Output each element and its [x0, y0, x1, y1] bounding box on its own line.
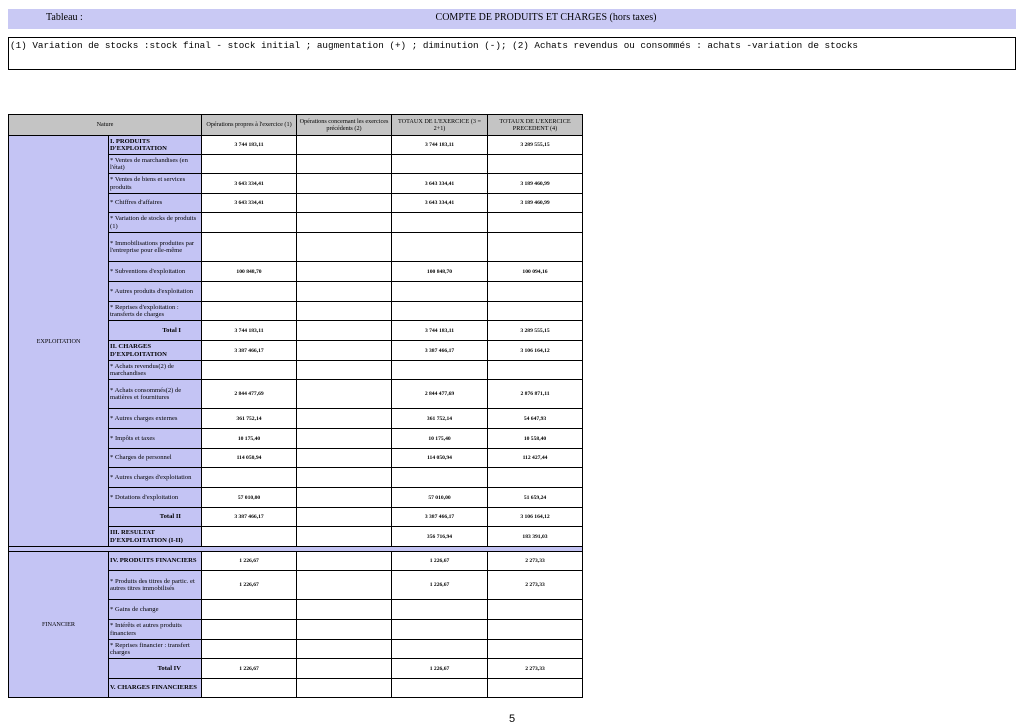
- cell-previous: [297, 380, 392, 409]
- cell-total: 57 010,00: [392, 488, 488, 508]
- cell-total: 2 844 477,69: [392, 380, 488, 409]
- cell-own: 3 643 334,41: [202, 174, 297, 194]
- cell-total: 10 175,40: [392, 429, 488, 449]
- cell-previous-total: 100 094,16: [488, 262, 583, 282]
- cell-previous: [297, 213, 392, 233]
- cell-own: 3 744 183,11: [202, 136, 297, 155]
- cell-own: [202, 302, 297, 321]
- section-financier: FINANCIER: [9, 552, 109, 698]
- cell-total: 356 716,94: [392, 527, 488, 547]
- cell-total: [392, 282, 488, 302]
- cell-total: [392, 213, 488, 233]
- row-label: Total IV: [109, 659, 202, 679]
- cell-previous-total: 2 273,33: [488, 552, 583, 571]
- cell-previous-total: 3 289 555,15: [488, 321, 583, 341]
- cell-total: [392, 155, 488, 174]
- row-label: Total I: [109, 321, 202, 341]
- cell-own: 1 226,67: [202, 552, 297, 571]
- cell-own: [202, 620, 297, 640]
- cell-previous: [297, 429, 392, 449]
- cell-total: [392, 640, 488, 659]
- cell-total: 3 387 466,17: [392, 341, 488, 361]
- cell-total: [392, 679, 488, 698]
- row-label: * Achats consommés(2) de matières et fournitures: [109, 380, 202, 409]
- cell-total: 1 226,67: [392, 552, 488, 571]
- cell-total: [392, 468, 488, 488]
- cell-total: 3 744 183,11: [392, 136, 488, 155]
- cell-total: 361 752,14: [392, 409, 488, 429]
- cell-previous: [297, 488, 392, 508]
- cell-own: [202, 640, 297, 659]
- header-band: [8, 9, 1016, 29]
- header-previous-year-totals: TOTAUX DE L'EXERCICE PRECEDENT (4): [488, 115, 583, 136]
- cell-own: 3 744 183,11: [202, 321, 297, 341]
- cell-total: 3 643 334,41: [392, 174, 488, 194]
- cell-previous: [297, 282, 392, 302]
- row-label: I. PRODUITS D'EXPLOITATION: [109, 136, 202, 155]
- cell-previous: [297, 449, 392, 468]
- cell-previous-total: 3 106 164,12: [488, 341, 583, 361]
- cell-previous: [297, 321, 392, 341]
- cell-own: 114 050,94: [202, 449, 297, 468]
- cell-total: 114 050,94: [392, 449, 488, 468]
- income-statement-table: [8, 114, 583, 698]
- cell-previous: [297, 302, 392, 321]
- cell-own: 1 226,67: [202, 571, 297, 600]
- cell-previous-total: 2 273,33: [488, 659, 583, 679]
- cell-own: [202, 527, 297, 547]
- cell-total: 3 387 466,17: [392, 508, 488, 527]
- cell-previous-total: [488, 233, 583, 262]
- cell-total: 100 848,70: [392, 262, 488, 282]
- row-label: III. RESULTAT D'EXPLOITATION (I-II): [109, 527, 202, 547]
- cell-own: 361 752,14: [202, 409, 297, 429]
- cell-previous-total: [488, 679, 583, 698]
- cell-previous: [297, 552, 392, 571]
- cell-previous: [297, 600, 392, 620]
- row-label: II. CHARGES D'EXPLOITATION: [109, 341, 202, 361]
- cell-previous-total: 3 289 555,15: [488, 136, 583, 155]
- cell-own: [202, 155, 297, 174]
- row-label: * Intérêts et autres produits financiers: [109, 620, 202, 640]
- cell-own: [202, 213, 297, 233]
- cell-total: [392, 600, 488, 620]
- cell-total: 3 643 334,41: [392, 194, 488, 213]
- cell-previous: [297, 361, 392, 380]
- cell-previous: [297, 527, 392, 547]
- row-label: * Ventes de marchandises (en l'état): [109, 155, 202, 174]
- row-label: * Charges de personnel: [109, 449, 202, 468]
- cell-previous-total: [488, 213, 583, 233]
- table-row: [9, 136, 583, 155]
- cell-previous-total: 3 189 460,99: [488, 194, 583, 213]
- cell-previous-total: 2 876 871,11: [488, 380, 583, 409]
- cell-total: 1 226,67: [392, 659, 488, 679]
- cell-previous-total: [488, 361, 583, 380]
- cell-own: [202, 361, 297, 380]
- row-label: * Impôts et taxes: [109, 429, 202, 449]
- cell-own: 3 643 334,41: [202, 194, 297, 213]
- cell-own: 100 848,70: [202, 262, 297, 282]
- row-label: * Ventes de biens et services produits: [109, 174, 202, 194]
- cell-previous-total: [488, 640, 583, 659]
- cell-previous: [297, 155, 392, 174]
- page-number: 5: [508, 713, 516, 725]
- cell-total: [392, 620, 488, 640]
- cell-previous: [297, 194, 392, 213]
- cell-previous: [297, 409, 392, 429]
- tableau-label: Tableau :: [46, 12, 83, 23]
- cell-previous-total: [488, 302, 583, 321]
- cell-previous: [297, 468, 392, 488]
- cell-previous-total: 183 391,03: [488, 527, 583, 547]
- header-year-totals: TOTAUX DE L'EXERCICE (3 = 2+1): [392, 115, 488, 136]
- header-previous-operations: Opérations concernant les exercices précédents (2): [297, 115, 392, 136]
- cell-previous: [297, 233, 392, 262]
- cell-own: [202, 600, 297, 620]
- cell-previous-total: [488, 600, 583, 620]
- cell-previous: [297, 174, 392, 194]
- table-row: [9, 552, 583, 571]
- cell-total: 1 226,67: [392, 571, 488, 600]
- cell-own: [202, 233, 297, 262]
- cell-own: 3 387 466,17: [202, 508, 297, 527]
- footnote-box: (1) Variation de stocks :stock final - stock initial ; augmentation (+) ; diminution (-); (2) Achats revendus ou consommés : achats -variation de stocks: [8, 37, 1016, 70]
- cell-own: 3 387 466,17: [202, 341, 297, 361]
- row-label: * Autres produits d'exploitation: [109, 282, 202, 302]
- header-own-operations: Opérations propres à l'exercice (1): [202, 115, 297, 136]
- row-label: * Dotations d'exploitation: [109, 488, 202, 508]
- cell-previous-total: [488, 155, 583, 174]
- cell-total: [392, 233, 488, 262]
- cell-own: 2 844 477,69: [202, 380, 297, 409]
- cell-previous-total: 112 427,44: [488, 449, 583, 468]
- cell-previous: [297, 262, 392, 282]
- cell-previous: [297, 341, 392, 361]
- cell-previous-total: 3 189 460,99: [488, 174, 583, 194]
- cell-total: [392, 361, 488, 380]
- header-nature: Nature: [9, 115, 202, 136]
- cell-own: [202, 282, 297, 302]
- cell-previous: [297, 659, 392, 679]
- cell-own: [202, 679, 297, 698]
- cell-previous-total: [488, 468, 583, 488]
- cell-own: [202, 468, 297, 488]
- cell-previous: [297, 640, 392, 659]
- row-label: * Chiffres d'affaires: [109, 194, 202, 213]
- cell-previous-total: 3 106 164,12: [488, 508, 583, 527]
- cell-total: 3 744 183,11: [392, 321, 488, 341]
- cell-previous: [297, 136, 392, 155]
- row-label: V. CHARGES FINANCIERES: [109, 679, 202, 698]
- cell-previous-total: 51 659,24: [488, 488, 583, 508]
- cell-own: 1 226,67: [202, 659, 297, 679]
- cell-own: 10 175,40: [202, 429, 297, 449]
- cell-previous: [297, 571, 392, 600]
- section-exploitation: EXPLOITATION: [9, 136, 109, 547]
- row-label: * Autres charges externes: [109, 409, 202, 429]
- row-label: * Produits des titres de partic. et autres titres immobilisés: [109, 571, 202, 600]
- row-label: * Gains de change: [109, 600, 202, 620]
- row-label: * Reprises d'exploitation : transferts de charges: [109, 302, 202, 321]
- cell-previous-total: [488, 282, 583, 302]
- cell-previous: [297, 679, 392, 698]
- row-label: * Variation de stocks de produits (1): [109, 213, 202, 233]
- cell-previous: [297, 620, 392, 640]
- cell-previous: [297, 508, 392, 527]
- cell-previous-total: 54 647,93: [488, 409, 583, 429]
- row-label: Total II: [109, 508, 202, 527]
- row-label: * Subventions d'exploitation: [109, 262, 202, 282]
- cell-total: [392, 302, 488, 321]
- page-title: COMPTE DE PRODUITS ET CHARGES (hors taxes): [435, 12, 657, 23]
- cell-own: 57 010,00: [202, 488, 297, 508]
- row-label: IV. PRODUITS FINANCIERS: [109, 552, 202, 571]
- cell-previous-total: 2 273,33: [488, 571, 583, 600]
- row-label: * Autres charges d'exploitation: [109, 468, 202, 488]
- cell-previous-total: 10 558,40: [488, 429, 583, 449]
- cell-previous-total: [488, 620, 583, 640]
- row-label: * Immobilisations produites par l'entreprise pour elle-même: [109, 233, 202, 262]
- row-label: * Achats revendus(2) de marchandises: [109, 361, 202, 380]
- row-label: * Reprises financier : transfert charges: [109, 640, 202, 659]
